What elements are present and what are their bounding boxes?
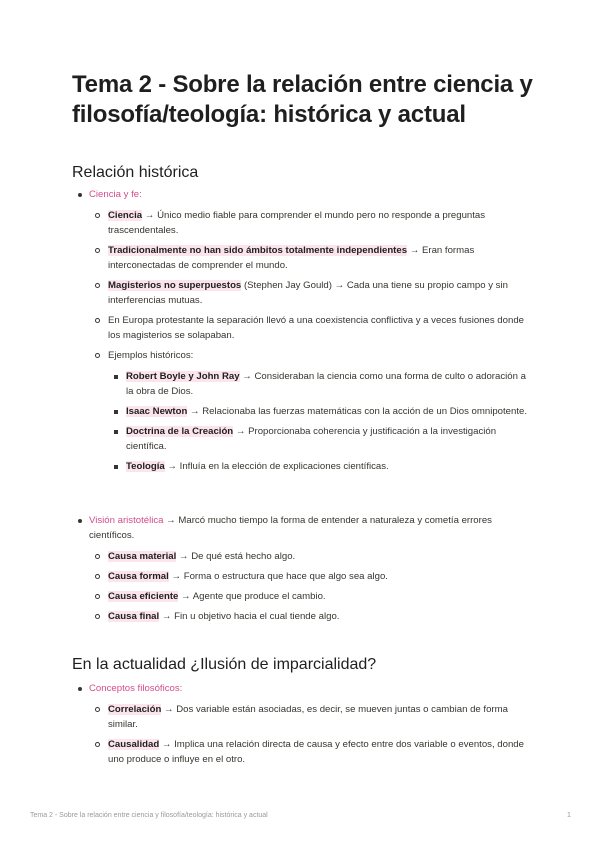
group-text: → Marcó mucho tiempo la forma de entender a naturaleza y cometía errores científicos. xyxy=(89,515,492,541)
list-item xyxy=(89,208,532,238)
item-text: → Eran formas interconectadas de comprender el mundo. xyxy=(108,245,475,271)
group-label: Visión aristotélica xyxy=(89,515,164,526)
term: Causa eficiente xyxy=(108,591,179,602)
list-item xyxy=(89,278,532,308)
term: Robert Boyle y John Ray xyxy=(126,371,240,382)
item-text: → Relacionaba las fuerzas matemáticas con la acción de un Dios omnipotente. xyxy=(187,406,528,417)
list-item xyxy=(89,589,532,604)
term: Teología xyxy=(126,461,165,472)
item-text: En Europa protestante la separación llevó a una coexistencia conflictiva y a veces fusiones donde los magisterios se solapaban. xyxy=(108,315,524,341)
term: Causa material xyxy=(108,551,177,562)
term: Magisterios no superpuestos xyxy=(108,280,242,291)
term: Causa final xyxy=(108,611,160,622)
list-item xyxy=(89,702,532,732)
item-text: → De qué está hecho algo. xyxy=(176,551,296,562)
list-item-conceptos-filosoficos xyxy=(76,681,532,767)
list-item xyxy=(108,424,532,454)
item-text: → Proporcionaba coherencia y justificación a la investigación científica. xyxy=(126,426,497,452)
section-heading-relacion-historica: Relación histórica xyxy=(72,164,199,181)
list-item xyxy=(89,569,532,584)
item-text: → Dos variable están asociadas, es decir, se mueven juntas o cambian de forma similar. xyxy=(108,704,508,730)
list-item-ciencia-y-fe xyxy=(76,187,532,474)
list-item-vision-aristotelica xyxy=(76,513,532,624)
list-item xyxy=(89,609,532,624)
item-text: Ejemplos históricos: xyxy=(108,350,194,361)
term: Causalidad xyxy=(108,739,160,750)
item-text: → Fin u objetivo hacia el cual tiende algo. xyxy=(159,611,340,622)
list-item xyxy=(108,459,532,474)
term: Causa formal xyxy=(108,571,169,582)
bullet-list xyxy=(76,513,532,629)
item-text: (Stephen Jay Gould) → Cada una tiene su propio campo y sin interferencias mutuas. xyxy=(108,280,508,306)
list-item xyxy=(89,737,532,767)
page-number: 1 xyxy=(567,812,571,819)
item-text: → Influía en la elección de explicaciones científicas. xyxy=(164,461,389,472)
list-item xyxy=(89,549,532,564)
item-text: → Agente que produce el cambio. xyxy=(178,591,326,602)
list-item xyxy=(108,404,532,419)
item-text: → Único medio fiable para comprender el mundo pero no responde a preguntas trascendentales. xyxy=(108,210,486,236)
term: Ciencia xyxy=(108,210,143,221)
item-text: → Implica una relación directa de causa y efecto entre dos variable o eventos, donde uno produce o influye en el otro. xyxy=(108,739,524,765)
term: Isaac Newton xyxy=(126,406,188,417)
sub-list xyxy=(89,208,532,474)
sub-list xyxy=(89,549,532,624)
item-text: → Consideraban la ciencia como una forma de culto o adoración a la obra de Dios. xyxy=(126,371,526,397)
term: Doctrina de la Creación xyxy=(126,426,234,437)
list-item xyxy=(89,348,532,474)
item-text: → Forma o estructura que hace que algo sea algo. xyxy=(168,571,388,582)
bullet-list xyxy=(76,187,532,479)
term: Correlación xyxy=(108,704,162,715)
page-footer: Tema 2 - Sobre la relación entre ciencia y filosofía/teología: histórica y actual xyxy=(30,812,268,819)
group-label: Conceptos filosóficos: xyxy=(89,683,183,694)
group-label: Ciencia y fe: xyxy=(89,189,142,200)
term: Tradicionalmente no han sido ámbitos totalmente independientes xyxy=(108,245,408,256)
sub-list xyxy=(89,702,532,767)
page-title: Tema 2 - Sobre la relación entre ciencia y filosofía/teología: histórica y actual xyxy=(72,71,533,128)
section-heading-actualidad: En la actualidad ¿Ilusión de imparcialidad? xyxy=(72,656,377,673)
list-item xyxy=(89,243,532,273)
sub-sub-list xyxy=(108,369,532,474)
list-item xyxy=(108,369,532,399)
list-item xyxy=(89,313,532,343)
bullet-list xyxy=(76,681,532,772)
